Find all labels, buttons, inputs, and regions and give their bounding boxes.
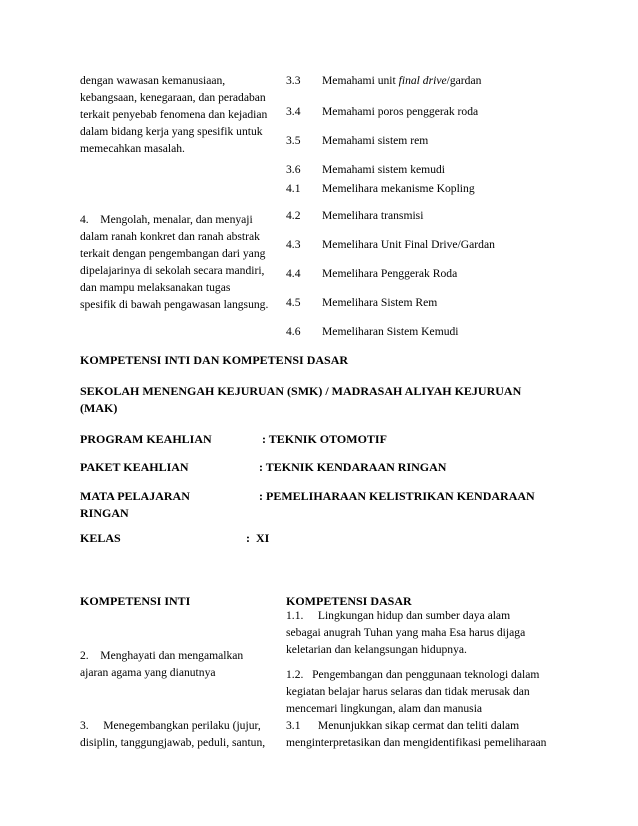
text-line: 2. Menghayati dan mengamalkan: [80, 649, 244, 662]
kd-number: 4.2: [286, 209, 301, 222]
kd-text: Memelihara Unit Final Drive/Gardan: [322, 238, 495, 251]
table-header-ki: KOMPETENSI INTI: [80, 594, 191, 608]
kd-text: Memeliharan Sistem Kemudi: [322, 325, 459, 338]
kd-number: 4.5: [286, 296, 301, 309]
kd-text: Memahami poros penggerak roda: [322, 105, 479, 118]
kd-text: Memelihara Penggerak Roda: [322, 267, 458, 280]
ki-item-4: [80, 211, 276, 313]
kd-number: 4.1: [286, 182, 301, 195]
kd-row-3-6: [286, 163, 445, 176]
text-line: disiplin, tanggungjawab, peduli, santun,: [80, 736, 266, 749]
mapel-value: : PEMELIHARAAN KELISTRIKAN KENDARAAN: [259, 489, 535, 503]
kd-row-4-6: [286, 325, 459, 338]
kd-text: Memelihara transmisi: [322, 209, 424, 222]
kd-number: 3.5: [286, 134, 301, 147]
kd-number: 4.4: [286, 267, 301, 280]
text-line: 3. Menegembangkan perilaku (jujur,: [80, 719, 261, 732]
text-line: RINGAN: [80, 506, 129, 520]
text-line: kegiatan belajar harus selaras dan tidak merusak dan: [286, 685, 530, 698]
kelas-label: KELAS: [80, 531, 121, 545]
kd-text: Memelihara Sistem Rem: [322, 296, 438, 309]
text-line: SEKOLAH MENENGAH KEJURUAN (SMK) / MADRASAH ALIYAH KEJURUAN: [80, 384, 522, 398]
kd-text: Memahami sistem kemudi: [322, 163, 446, 176]
kd-row-4-1: [286, 182, 475, 195]
kd-number: 4.6: [286, 325, 301, 338]
paket-value: : TEKNIK KENDARAAN RINGAN: [259, 460, 447, 474]
kd-text: Memahami unit: [322, 74, 399, 87]
kd-row-4-3: [286, 238, 495, 251]
kd-row-3-5: [286, 134, 428, 147]
kd-text: Memahami sistem rem: [322, 134, 429, 147]
kd-number: 3.6: [286, 163, 301, 176]
text-line: terkait dengan pengembangan dari yang: [80, 247, 266, 260]
document-heading: KOMPETENSI INTI DAN KOMPETENSI DASAR: [80, 353, 349, 367]
kd-number: 3.3: [286, 74, 301, 87]
kd-number: 3.4: [286, 105, 301, 118]
kd-row-4-4: [286, 267, 457, 280]
text-line: sebagai anugrah Tuhan yang maha Esa harus dijaga: [286, 626, 526, 639]
text-line: 1.2. Pengembangan dan penggunaan teknologi dalam: [286, 668, 540, 681]
ki-item-2: [80, 647, 276, 681]
text-line: 3.1 Menunjukkan sikap cermat dan teliti dalam: [286, 719, 520, 732]
text-line: MATA PELAJARAN: [80, 489, 190, 503]
kd-row-4-5: [286, 296, 437, 309]
text-line: dan mampu melaksanakan tugas: [80, 281, 231, 294]
kd-item-3-1: [286, 717, 571, 751]
program-label: PROGRAM KEAHLIAN: [80, 432, 212, 446]
kd-text: Memelihara mekanisme Kopling: [322, 182, 475, 195]
table-header-kd: KOMPETENSI DASAR: [286, 594, 412, 608]
kd-row-3-4: [286, 105, 478, 118]
kelas-value: : XI: [246, 531, 270, 545]
text-line: kebangsaan, kenegaraan, dan peradaban: [80, 91, 266, 104]
kd-item-1-1: [286, 607, 571, 658]
text-line: terkait penyebab fenomena dan kejadian: [80, 108, 268, 121]
text-line: dengan wawasan kemanusiaan,: [80, 74, 226, 87]
text-line: keletarian dan kelangsungan hidupnya.: [286, 643, 467, 656]
text-line: (MAK): [80, 401, 118, 415]
text-line: 1.1. Lingkungan hidup dan sumber daya alam: [286, 609, 511, 622]
text-line: dalam ranah konkret dan ranah abstrak: [80, 230, 260, 243]
text-line: ajaran agama yang dianutnya: [80, 666, 216, 679]
text-line: memecahkan masalah.: [80, 142, 185, 155]
kd-row-3-3: [286, 74, 481, 87]
paket-label: PAKET KEAHLIAN: [80, 460, 189, 474]
school-heading: [80, 383, 570, 417]
text-line: dalam bidang kerja yang spesifik untuk: [80, 125, 263, 138]
kd-text-italic: final drive: [398, 74, 447, 87]
ki-paragraph-continued: [80, 72, 276, 157]
program-value: : TEKNIK OTOMOTIF: [262, 432, 387, 446]
kd-number: 4.3: [286, 238, 301, 251]
ki-item-3: [80, 717, 276, 751]
text-line: 4. Mengolah, menalar, dan menyaji: [80, 213, 253, 226]
kd-row-4-2: [286, 209, 423, 222]
kd-text-suffix: /gardan: [446, 74, 482, 87]
text-line: menginterpretasikan dan mengidentifikasi pemeliharaan: [286, 736, 547, 749]
text-line: dipelajarinya di sekolah secara mandiri,: [80, 264, 265, 277]
kd-item-1-2: [286, 666, 571, 717]
text-line: spesifik di bawah pengawasan langsung.: [80, 298, 269, 311]
text-line: mencemari lingkungan, alam dan manusia: [286, 702, 483, 715]
mapel-label: [80, 488, 190, 522]
